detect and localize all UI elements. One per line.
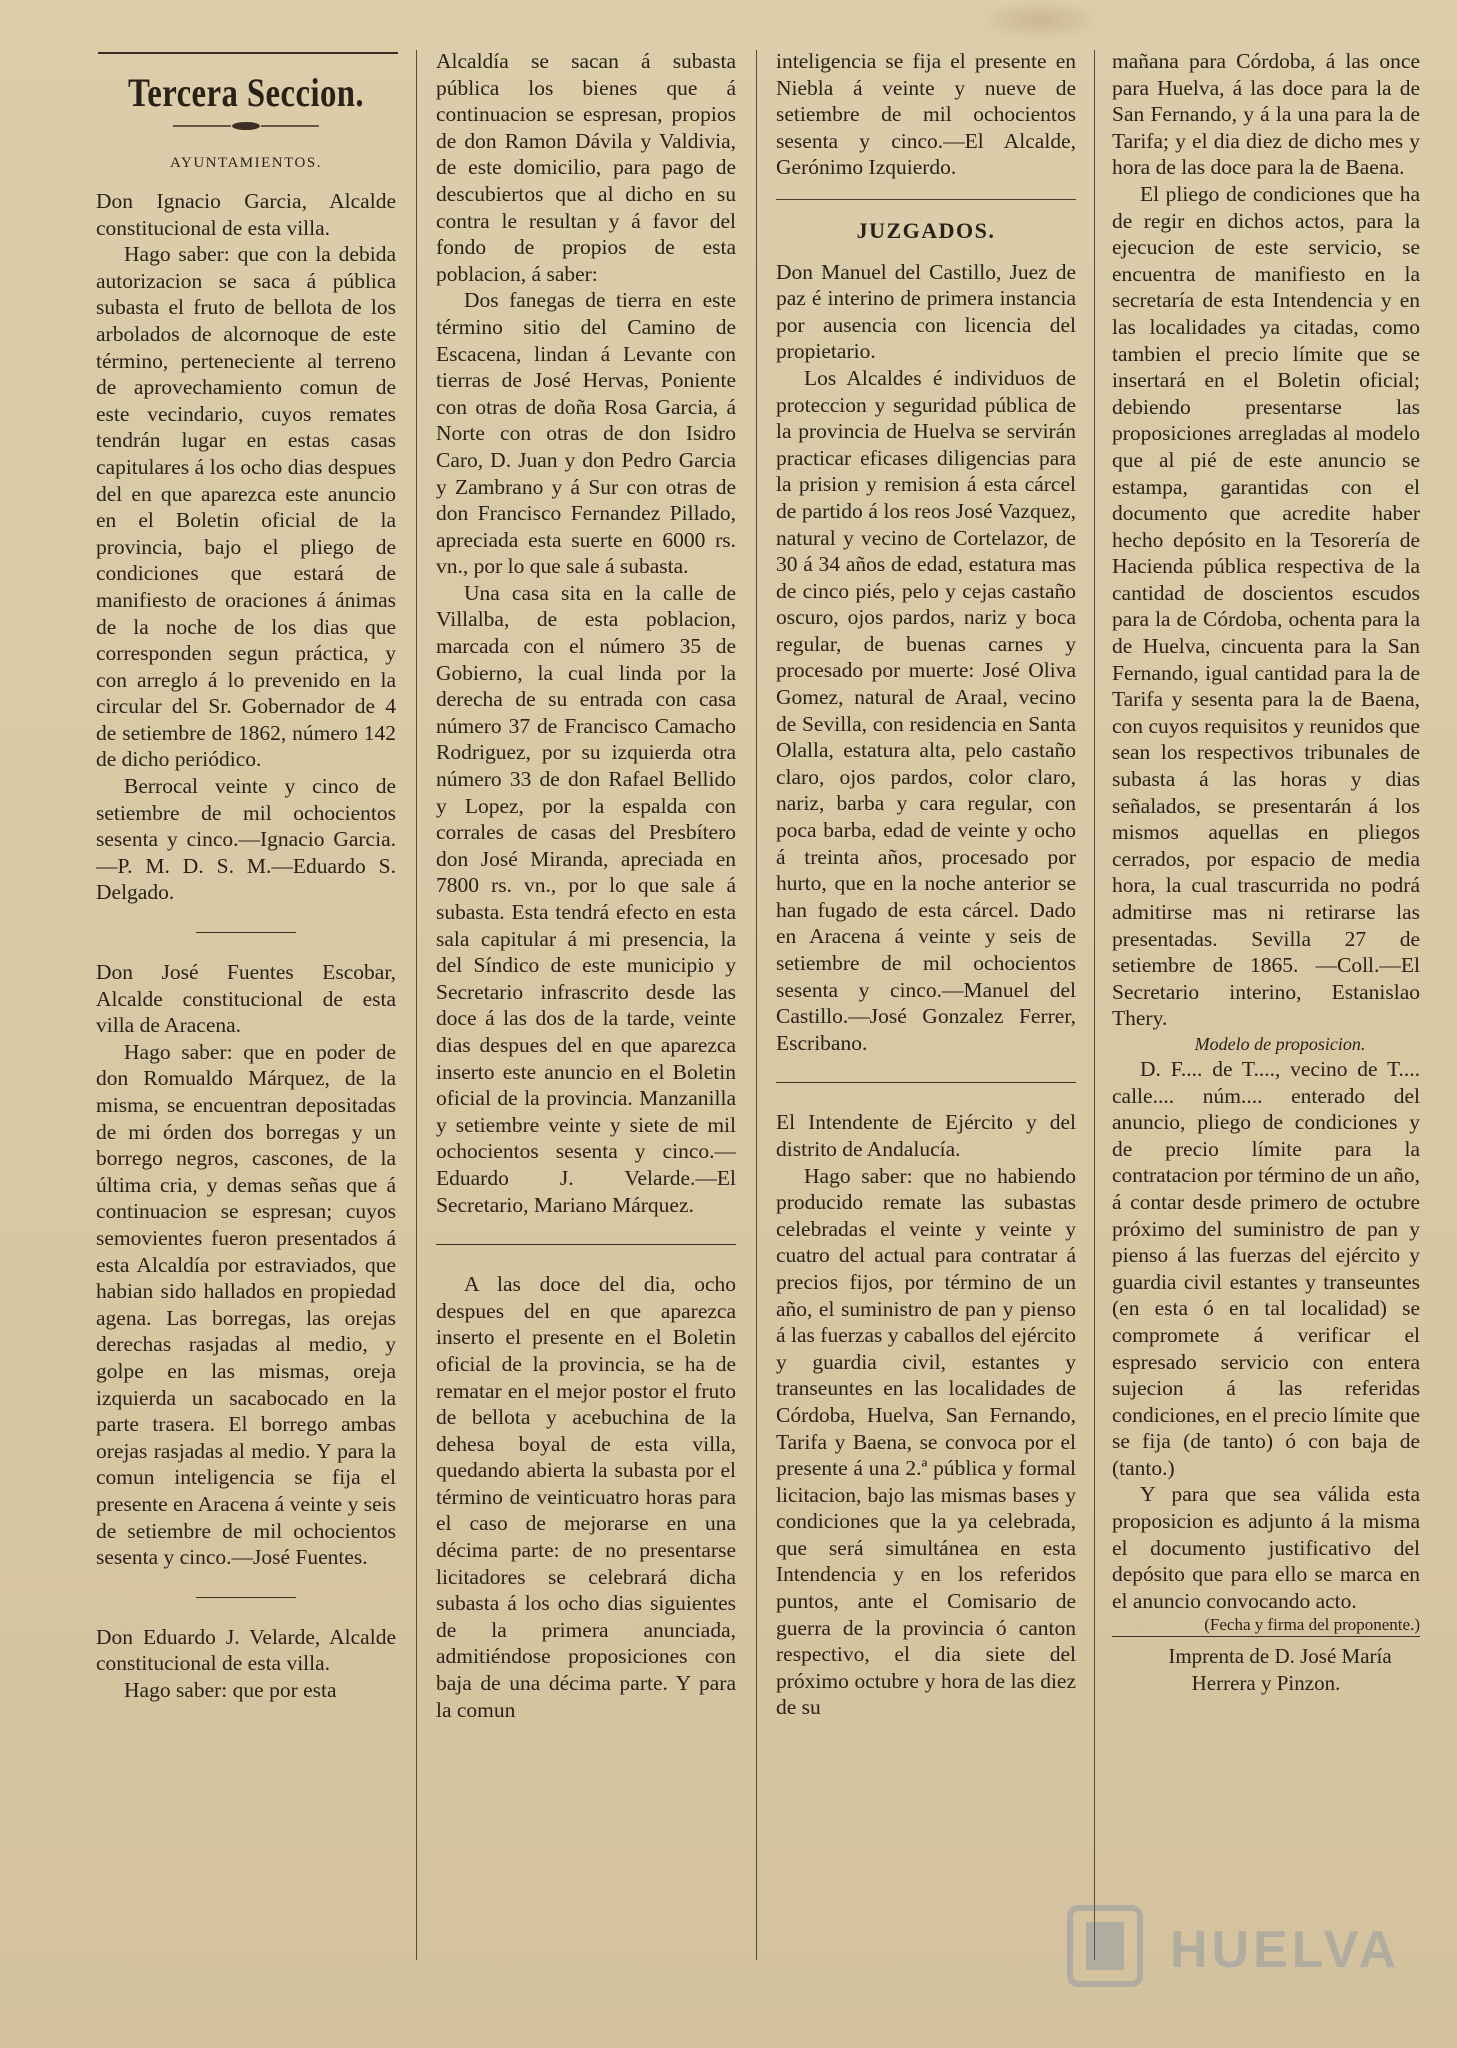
column-1 bbox=[96, 48, 396, 1703]
date-signature-note: (Fecha y firma del proponente.) bbox=[1204, 1615, 1420, 1635]
separator bbox=[196, 1597, 296, 1598]
paragraph: Dos fanegas de tierra en este término sitio del Camino de Escacena, lindan á Levante con tierras de José Hervas, Poniente con otras de doña Rosa Garcia, á Norte con otras de don Isidro Caro, D. Juan y don Pedro Garcia y Zambrano y á Sur con otras de don Francisco Fernandez Pillado, apreciada esta suerte en 6000 rs. vn., por lo que sale á subasta. bbox=[436, 288, 736, 579]
notice-body: Hago saber: que no habiendo producido remate las subastas celebradas el veinte y veinte y cuatro del actual para contratar á precios fijos, por término de un año, el suministro de pan y pienso á las fuerzas y caballos del ejército y guardia civil, estantes y transeuntes en las localidades de Córdoba, Huelva, San Fernando, Tarifa y Baena, se convoca por el presente á una 2.ª pública y formal licitacion, bajo las mismas bases y condiciones que la ya celebrada, que será simultánea en esta Intendencia y en los referidos puntos, ante el Comisario de guerra de la provincia ó canton respectivo, el dia siete del próximo octubre y hora de las diez de su bbox=[776, 1163, 1076, 1720]
paragraph: mañana para Córdoba, á las once para Huelva, á las doce para la de San Fernando, y á la una para la de Tarifa; y el dia diez de dicho mes y hora de las doce para la de Baena. bbox=[1112, 49, 1420, 180]
notice-heading: Don José Fuentes Escobar, Alcalde constitucional de esta villa de Aracena. bbox=[96, 960, 396, 1038]
column-3 bbox=[776, 48, 1076, 1721]
column-2 bbox=[436, 48, 736, 1723]
section-heading-juzgados: JUZGADOS. bbox=[856, 217, 996, 243]
notice-body: Hago saber: que con la debida autorizacion se saca á pública subasta el fruto de bellota de los arbolados de alcornoque de este término, perteneciente al terreno de aprovechamiento comun de este vecindario, cuyos remates tendrán lugar en estas casas capitulares á los ocho dias despues del en que aparezca este anuncio en el Boletin oficial de la provincia, bajo el pliego de condiciones que estará de manifiesto de oraciones á ánimas de la noche de los dias que corresponden segun práctica, y con arreglo á lo prevenido en la circular del Sr. Gobernador de 4 de setiembre de 1862, número 142 de dicho periódico. bbox=[96, 242, 396, 772]
ornament-divider bbox=[171, 118, 321, 134]
section-title: Tercera Seccion. bbox=[127, 70, 365, 115]
notice-heading: Don Eduardo J. Velarde, Alcalde constitucional de esta villa. bbox=[96, 1624, 396, 1676]
column-divider bbox=[1094, 50, 1095, 1960]
paragraph: inteligencia se fija el presente en Niebla á veinte y nueve de setiembre de mil ochocientos sesenta y cinco.—El Alcalde, Gerónimo Izquierdo. bbox=[776, 49, 1076, 180]
watermark-logo bbox=[1060, 1900, 1401, 2000]
separator bbox=[776, 1082, 1076, 1083]
watermark-text: HUELVA bbox=[1170, 1921, 1401, 1979]
separator bbox=[196, 932, 296, 933]
notice-body: Hago saber: que por esta bbox=[124, 1677, 337, 1702]
paragraph: Una casa sita en la calle de Villalba, de esta poblacion, marcada con el número 35 de Gobierno, la cual linda por la derecha de su entrada con casa número 37 de Francisco Camacho Rodriguez, por su izquierda otra número 33 de don Rafael Bellido y Lopez, por la espalda con corrales de casas del Presbítero don José Miranda, apreciada en 7800 rs. vn., por lo que sale á subasta. Esta tendrá efecto en esta sala capitular á mi presencia, la del Síndico de este municipio y Secretario infrascrito desde las doce á las dos de la tarde, veinte dias despues del en que aparezca inserto este anuncio en el Boletin oficial de la provincia. Manzanilla y setiembre veinte y siete de mil ochocientos sesenta y cinco.—Eduardo J. Velarde.—El Secretario, Mariano Márquez. bbox=[436, 580, 736, 1217]
model-heading: Modelo de proposicion. bbox=[1194, 1033, 1366, 1054]
crest-icon bbox=[1060, 1900, 1150, 1990]
printer-imprint: Imprenta de D. José María Herrera y Pinzon. bbox=[1112, 1636, 1420, 1697]
notice-heading: Don Manuel del Castillo, Juez de paz é interino de primera instancia por ausencia con licencia del propietario. bbox=[776, 259, 1076, 364]
notice-closing: Berrocal veinte y cinco de setiembre de mil ochocientos sesenta y cinco.—Ignacio Garcia.—P. M. D. S. M.—Eduardo S. Delgado. bbox=[96, 774, 396, 905]
subhead-ayuntamientos: AYUNTAMIENTOS. bbox=[170, 155, 322, 171]
column-divider bbox=[756, 50, 757, 1960]
separator bbox=[776, 199, 1076, 200]
paragraph: Y para que sea válida esta proposicion es adjunto á la misma el documento justificativo del depósito que para ello se marca en el anuncio convocando acto. bbox=[1112, 1482, 1420, 1613]
notice-body: Hago saber: que en poder de don Romualdo Márquez, de la misma, se encuentran depositadas de mi órden dos borregas y un borrego negros, cascones, de la última cria, y demas señas que á continuacion se espresan; cuyos semovientes fueron presentados á esta Alcaldía por estraviados, que habian sido hallados en propiedad agena. Las borregas, las orejas derechas rasjadas al medio, y golpe en las mismas, oreja izquierda un sacabocado en la parte trasera. El borrego ambas orejas rasjadas al medio. Y para la comun inteligencia se fija el presente en Aracena á veinte y seis de setiembre de mil ochocientos sesenta y cinco.—José Fuentes. bbox=[96, 1039, 396, 1570]
notice-heading: El Intendente de Ejército y del distrito de Andalucía. bbox=[776, 1110, 1076, 1161]
paper-stain bbox=[980, 0, 1100, 40]
paragraph: El pliego de condiciones que ha de regir en dichos actos, para la ejecucion de este servicio, se encuentra de manifiesto en la secretaría de esta Intendencia y en las localidades ya citadas, como tambien el precio límite que se insertará en el Boletin oficial; debiendo presentarse las proposiciones arregladas al modelo que al pié de este anuncio se estampa, garantidas con el documento que acredite haber hecho depósito en la Tesorería de Hacienda pública respectiva de la cantidad de doscientos escudos para la de Córdoba, ochenta para la de Huelva, cincuenta para la San Fernando, igual cantidad para la de Tarifa y sesenta para la de Baena, con cuyos requisitos y reunidos que sean los respectivos tribunales de subasta á las horas y dias señalados, se presentarán á los mismos aquellas en pliegos cerrados, por espacio de media hora, la cual trascurrida no podrá admitirse mas ni retirarse las presentadas. Sevilla 27 de setiembre de 1865. —Coll.—El Secretario interino, Estanislao Thery. bbox=[1112, 181, 1420, 1031]
paragraph: Alcaldía se sacan á subasta pública los bienes que á continuacion se espresan, propios de don Ramon Dávila y Valdivia, de este domicilio, para pago de descubiertos que al dicho en su contra le resultan y á favor del fondo de propios de esta poblacion, á saber: bbox=[436, 49, 736, 286]
notice-body: Los Alcaldes é individuos de proteccion y seguridad pública de la provincia de Huelva se servirán practicar eficases diligencias para la prision y remision á esta cárcel de partido á los reos José Vazquez, natural y vecino de Cortelazor, de 30 á 34 años de edad, estatura mas de cinco piés, pelo y cejas castaño oscuro, ojos pardos, nariz y boca regular, de buenas carnes y procesado por muerte: José Oliva Gomez, natural de Araal, vecino de Sevilla, con residencia en Santa Olalla, estatura alta, pelo castaño claro, ojos pardos, color claro, nariz, barba y cara regular, con poca barba, edad de veinte y ocho á treinta años, procesado por hurto, que en la noche anterior se han fugado de esta cárcel. Dado en Aracena á veinte y seis de setiembre de mil ochocientos sesenta y cinco.—Manuel del Castillo.—José Gonzalez Ferrer, Escribano. bbox=[776, 365, 1076, 1055]
paragraph: A las doce del dia, ocho despues del en que aparezca inserto el presente en el Boletin oficial de la provincia, se ha de rematar en el mejor postor el fruto de bellota y acebuchina de la dehesa boyal de esta villa, quedando abierta la subasta por el término de veinticuatro horas para el caso de mejorarse en una décima parte: de no presentarse licitadores se celebrará dicha subasta á los ocho dias siguientes de la primera anunciada, admitiéndose proposiciones con baja de una décima parte. Y para la comun bbox=[436, 1272, 736, 1722]
column-divider bbox=[416, 50, 417, 1960]
column-4 bbox=[1112, 48, 1420, 1697]
notice-heading: Don Ignacio Garcia, Alcalde constitucional de esta villa. bbox=[96, 189, 396, 240]
separator bbox=[436, 1244, 736, 1245]
paragraph: D. F.... de T...., vecino de T.... calle.... núm.... enterado del anuncio, pliego de condiciones y de precio límite para la contratacion por término de un año, á contar desde primero de octubre próximo del suministro de pan y pienso á las fuerzas del ejército y guardia civil estantes y transeuntes (en esta ó en tal localidad) se compromete á verificar el espresado servicio con entera sujecion á las referidas condiciones, en el precio límite que se fija (de tanto) ó con baja de (tanto.) bbox=[1112, 1056, 1420, 1480]
